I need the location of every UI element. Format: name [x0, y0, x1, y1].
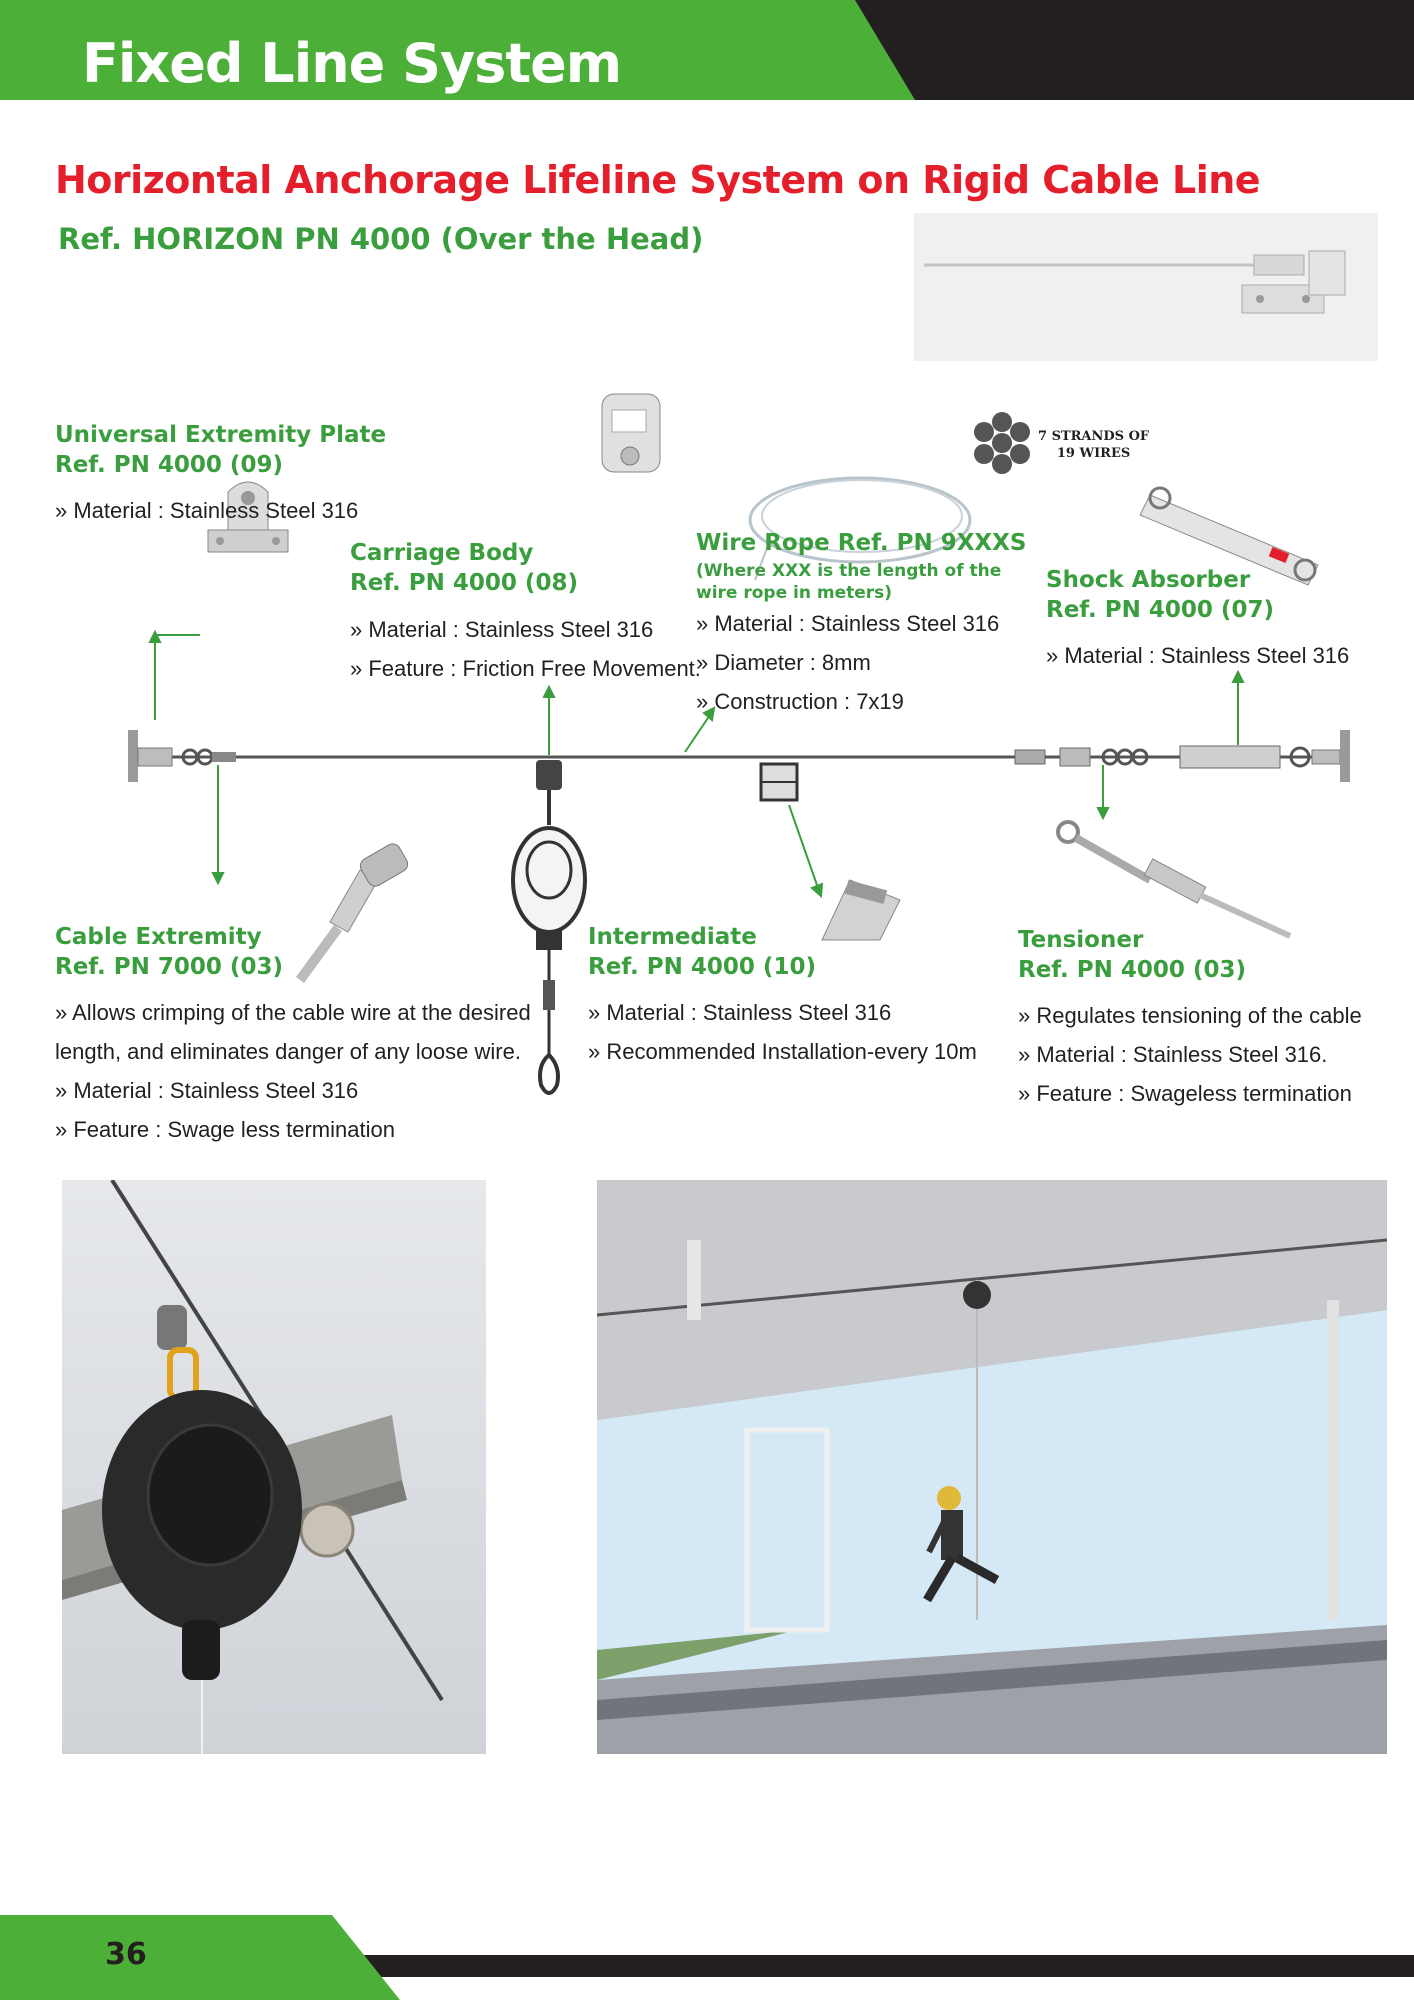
- tensioner-on-line: [1015, 750, 1045, 764]
- cable-extremity-title: Cable Extremity Ref. PN 7000 (03): [55, 924, 283, 980]
- carriage-body-title: Carriage Body Ref. PN 4000 (08): [350, 540, 578, 596]
- intermediate-specs: » Material : Stainless Steel 316 » Recommended Installation-every 10m: [588, 1000, 977, 1064]
- cable-extremity-illustration: [300, 841, 411, 980]
- right-anchor-plate: [1340, 730, 1350, 782]
- extremity-plate-title: Universal Extremity Plate Ref. PN 4000 (09): [55, 422, 387, 478]
- wire-strands-cross-section: [974, 412, 1030, 474]
- intermediate-title: Intermediate Ref. PN 4000 (10): [588, 924, 816, 980]
- system-reference: Ref. HORIZON PN 4000 (Over the Head): [58, 222, 704, 256]
- shock-absorber-specs: » Material : Stainless Steel 316: [1046, 643, 1350, 668]
- worker-on-lifeline-photo: [597, 1180, 1387, 1754]
- shock-absorber-on-line: [1180, 746, 1280, 768]
- horizon-product-photo: [914, 213, 1378, 361]
- tensioner-specs: » Regulates tensioning of the cable » Material : Stainless Steel 316. » Feature : Swageless termination: [1018, 1003, 1362, 1106]
- left-anchor-plate: [128, 730, 138, 782]
- wire-rope-specs: » Material : Stainless Steel 316 » Diameter : 8mm » Construction : 7x19: [696, 611, 1000, 714]
- section-title: Fixed Line System: [82, 32, 622, 95]
- extremity-plate-specs: » Material : Stainless Steel 316: [55, 498, 359, 523]
- tensioner-illustration: [1058, 822, 1290, 936]
- strands-label: 7 STRANDS OF 19 WIRES: [1038, 429, 1150, 461]
- wire-rope-note: (Where XXX is the length of the wire rope in meters): [696, 561, 1002, 603]
- page-title: Horizontal Anchorage Lifeline System on Rigid Cable Line: [55, 158, 1261, 202]
- retractable-device-photo: [62, 1180, 486, 1754]
- intermediate-illustration: [822, 880, 900, 940]
- wire-rope-title: Wire Rope Ref. PN 9XXXS: [696, 530, 1027, 556]
- carriage-on-line: [536, 760, 562, 790]
- carriage-body-specs: » Material : Stainless Steel 316 » Feature : Friction Free Movement.: [350, 617, 701, 681]
- cable-extremity-specs: » Allows crimping of the cable wire at the desired length, and eliminates danger of any loose wire. » Material : Stainless Steel 316 » Feature : Swage less termination: [55, 1000, 531, 1142]
- page-number: 36: [105, 1937, 147, 1972]
- tensioner-title: Tensioner Ref. PN 4000 (03): [1018, 927, 1246, 983]
- footer-band: [0, 1915, 1414, 2000]
- shock-absorber-title: Shock Absorber Ref. PN 4000 (07): [1046, 567, 1274, 623]
- carriage-body-illustration: [602, 394, 660, 472]
- retractable-device: [513, 828, 585, 932]
